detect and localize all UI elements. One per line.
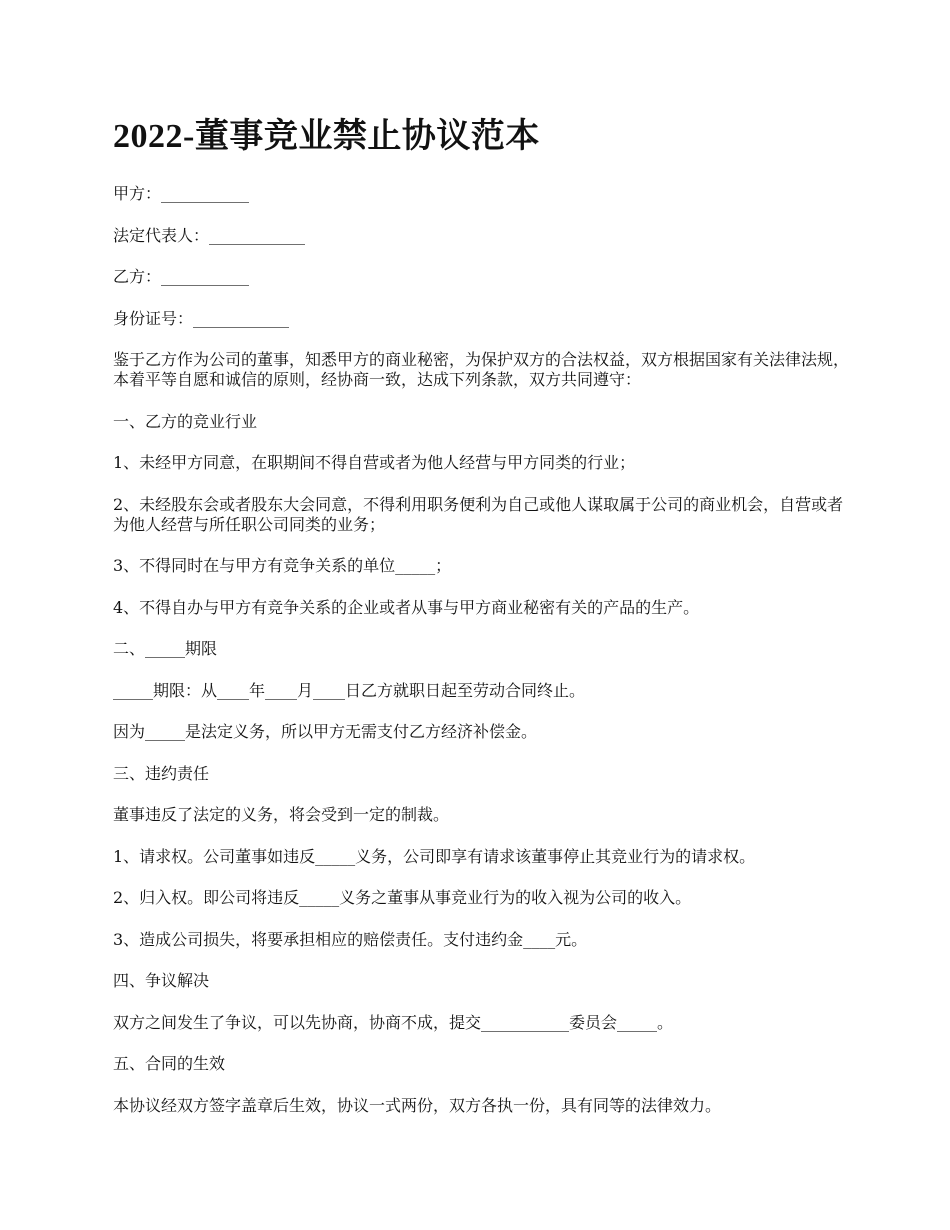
section-heading-2: 二、_____期限 (113, 639, 218, 658)
clause-3-1: 1、请求权。公司董事如违反_____义务，公司即享有请求该董事停止其竞业行为的请求权。 (113, 846, 756, 866)
clause-1-3: 3、不得同时在与甲方有竞争关系的单位_____； (113, 556, 452, 575)
section-heading-4: 四、争议解决 (113, 971, 210, 990)
document-body (113, 110, 858, 1137)
party-a-line: 甲方：___________ (113, 184, 250, 203)
section-heading-3: 三、违约责任 (113, 763, 210, 783)
party-b-line: 乙方：___________ (113, 267, 250, 286)
section-heading-5: 五、合同的生效 (113, 1054, 226, 1073)
compensation-paragraph: 因为_____是法定义务，所以甲方无需支付乙方经济补偿金。 (113, 722, 538, 741)
dispute-paragraph: 双方之间发生了争议，可以先协商，协商不成，提交___________委员会_____。 (113, 1012, 674, 1032)
preamble-paragraph: 鉴于乙方作为公司的董事，知悉甲方的商业秘密，为保护双方的合法权益，双方根据国家有关法律法规，本着平等自愿和诚信的原则，经协商一致，达成下列条款，双方共同遵守： (113, 350, 850, 389)
clause-1-1: 1、未经甲方同意，在职期间不得自营或者为他人经营与甲方同类的行业； (113, 453, 636, 472)
id-number-line: 身份证号：____________ (113, 308, 290, 328)
clause-3-3: 3、造成公司损失，将要承担相应的赔偿责任。支付违约金____元。 (113, 929, 588, 949)
legal-representative-line: 法定代表人：____________ (113, 225, 306, 245)
document-title: 2022-董事竞业禁止协议范本 (113, 118, 540, 155)
liability-intro: 董事违反了法定的义务，将会受到一定的制裁。 (113, 805, 450, 824)
clause-1-2: 2、未经股东会或者股东大会同意，不得利用职务便利为自己或他人谋取属于公司的商业机会，自营或者为他人经营与所任职公司同类的业务； (113, 494, 844, 534)
section-heading-1: 一、乙方的竞业行业 (113, 411, 258, 431)
clause-3-2: 2、归入权。即公司将违反_____义务之董事从事竞业行为的收入视为公司的收入。 (113, 888, 692, 907)
term-paragraph: _____期限：从____年____月____日乙方就职日起至劳动合同终止。 (113, 680, 586, 700)
clause-1-4: 4、不得自办与甲方有竞争关系的企业或者从事与甲方商业秘密有关的产品的生产。 (113, 597, 700, 617)
effectiveness-paragraph: 本协议经双方签字盖章后生效，协议一式两份，双方各执一份，具有同等的法律效力。 (113, 1095, 722, 1115)
